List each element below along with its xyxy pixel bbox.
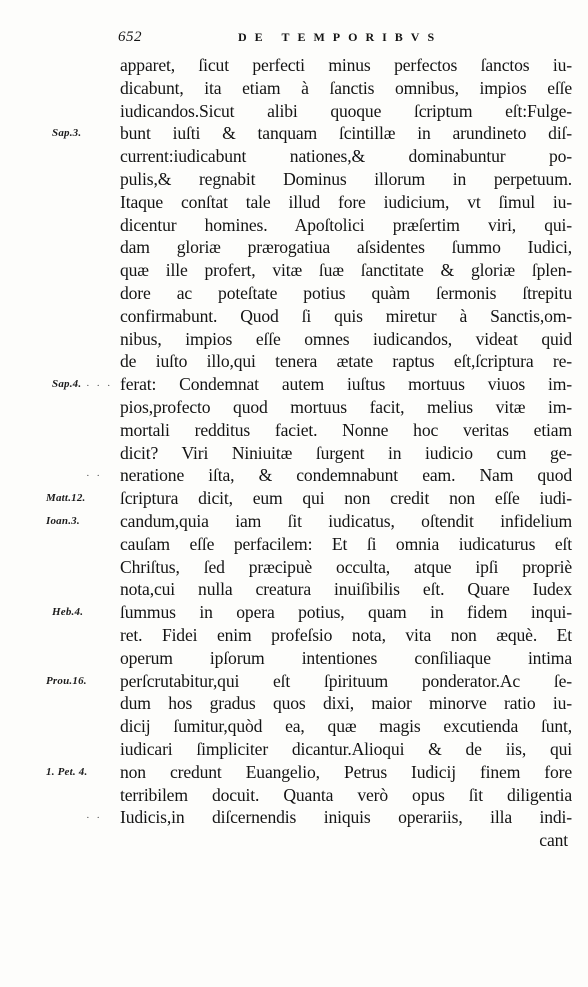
text-line: ſcriptura dicit, eum qui non credit non eſſe iudi-: [120, 488, 572, 509]
text-line: Iudicis,in diſcernendis iniquis operariis, illa indi-: [120, 807, 572, 828]
margin-citation: 1. Pet. 4.: [46, 765, 88, 778]
text-line: bunt iuſti & tanquam ſcintillæ in arundineto diſ-: [120, 123, 572, 144]
margin-citation: Ioan.3.: [46, 515, 80, 527]
text-line: quæ ille profert, vitæ ſuæ ſanctitate & gloriæ ſplen-: [120, 260, 572, 281]
text-line: neratione iſta, & condemnabunt eam. Nam quod: [120, 465, 572, 486]
text-line: operum ipſorum intentiones conſiliaque intima: [120, 647, 572, 668]
body-text: [120, 54, 572, 852]
text-line: dicabunt, ita etiam à ſanctis omnibus, impios eſſe: [120, 77, 572, 98]
text-line: dicij ſumitur,quòd ea, quæ magis excutienda ſunt,: [120, 716, 572, 737]
text-line: apparet, ſicut perfecti minus perfectos ſanctos iu-: [120, 55, 572, 75]
running-head: DE TEMPORIBVS: [238, 30, 443, 44]
text-line: Chriſtus, ſed præcipuè occulta, atque ipſi propriè: [120, 556, 572, 577]
text-line: cauſam eſſe perfacilem: Et ſi omnia iudicaturus eſt: [120, 533, 572, 554]
margin-citation: Heb.4.: [52, 606, 84, 619]
text-line: iudicandos.Sicut alibi quoque ſcriptum eſt:Fulge-: [120, 100, 572, 121]
text-line: nota,cui nulla creatura inuiſibilis eſt. Quare Iudex: [120, 579, 572, 600]
text-line: cant: [539, 830, 568, 851]
margin-citation: Sap.4.: [52, 378, 82, 391]
text-line: dum hos gradus quos dixi, maior minorve ratio iu-: [120, 693, 572, 714]
text-line: pios,profecto quod mortuus facit, melius vitæ im-: [120, 396, 572, 417]
text-line: current:iudicabunt nationes,& dominabuntur po-: [120, 146, 572, 167]
margin-citation: Matt.12.: [46, 492, 86, 505]
margin-citation: Prou.16.: [46, 674, 87, 687]
text-line: dore ac poteſtate potius quàm ſermonis ſtrepitu: [120, 282, 572, 303]
text-line: perſcrutabitur,qui eſt ſpirituum ponderator.Ac ſe-: [120, 670, 572, 691]
text-line: ferat: Condemnat autem iuſtus mortuus viuos im-: [120, 374, 572, 395]
text-line: iudicari ſimpliciter dicantur.Alioqui & de iis, qui: [120, 738, 572, 759]
margin-citation: Sap.3.: [52, 127, 82, 140]
text-line: mortali redditus faciet. Nonne hoc veritas etiam: [120, 419, 572, 440]
text-line: dicit? Viri Niniuitæ ſurgent in iudicio cum ge-: [120, 442, 572, 463]
page-header: [118, 29, 548, 51]
margin-ornament-dots: · ·: [86, 470, 103, 482]
text-line: confirmabunt. Quod ſi quis miretur à Sanctis,om-: [120, 305, 572, 326]
text-line: non credunt Euangelio, Petrus Iudicij finem fore: [120, 761, 572, 782]
text-line: dam gloriæ prærogatiua aſsidentes ſummo Iudici,: [120, 237, 572, 258]
text-line: nibus, impios eſſe omnes iudicandos, videat quid: [120, 328, 572, 349]
text-line: ret. Fidei enim profeſsio nota, vita non æquè. Et: [120, 624, 572, 645]
text-line: ſummus in opera potius, quam in fidem inqui-: [120, 602, 572, 623]
margin-ornament-dots: · · ·: [86, 380, 113, 392]
margin-ornament-dots: · ·: [86, 812, 103, 824]
text-line: dicentur homines. Apoſtolici præſertim viri, qui-: [120, 214, 572, 235]
text-line: Itaque conſtat tale illud fore iudicium, vt ſimul iu-: [120, 191, 572, 212]
margin-notes: [0, 0, 120, 987]
page-number: 652: [118, 29, 142, 45]
text-line: pulis,& regnabit Dominus illorum in perpetuum.: [120, 168, 572, 189]
text-line: de iuſto illo,qui tenera ætate raptus eſt,ſcriptura re-: [120, 351, 572, 372]
text-line: candum,quia iam ſit iudicatus, oſtendit infidelium: [120, 510, 572, 531]
text-line: terribilem docuit. Quanta verò opus ſit diligentia: [120, 784, 572, 805]
